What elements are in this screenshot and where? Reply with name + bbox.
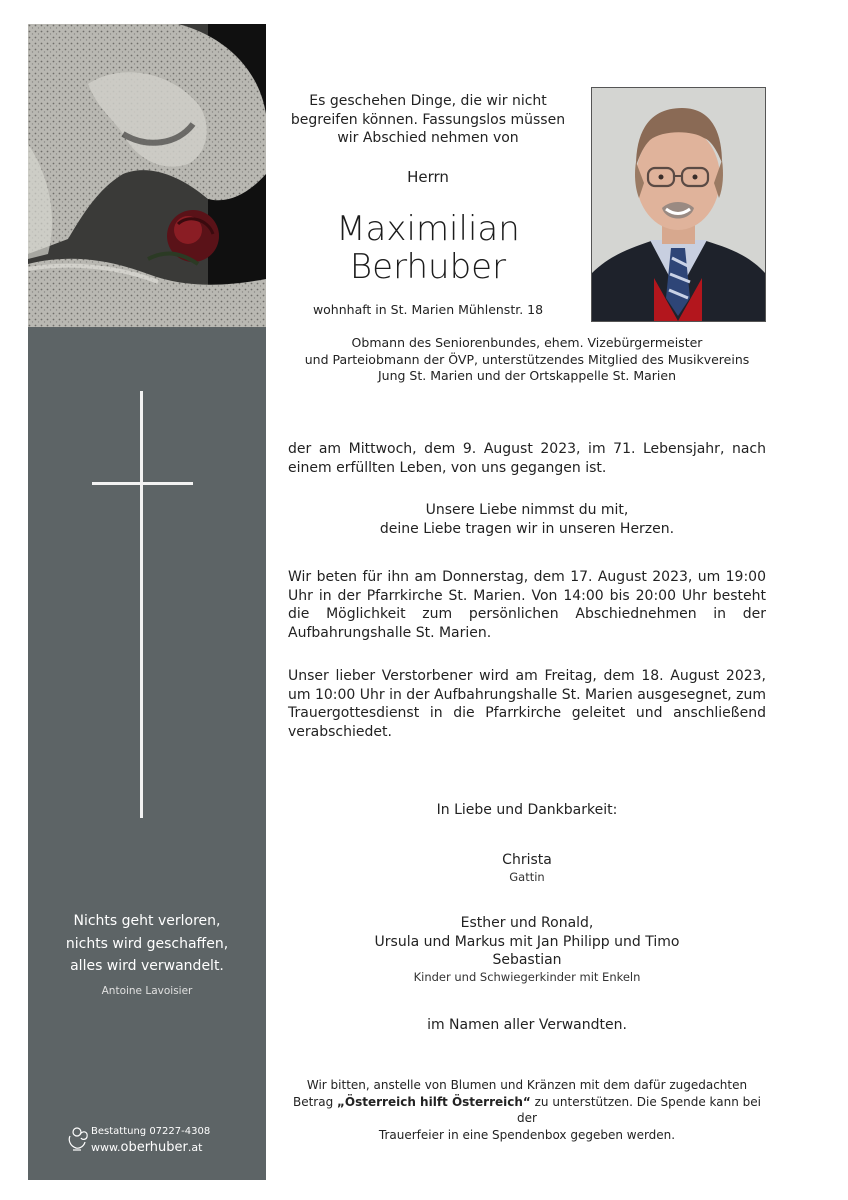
donation-text: Betrag [292,1094,338,1109]
residence: wohnhaft in St. Marien Mühlenstr. 18 [312,302,544,317]
roles-line: Obmann des Seniorenbundes, ehem. Vizebürgermeister [351,335,703,350]
donation-line [288,1094,766,1127]
mourner-group [288,851,766,885]
funeral-home-phone: Bestattung 07227-4308 [91,1126,211,1137]
mourner-group [288,914,766,985]
motto [288,501,766,539]
sidebar-quote [28,910,266,1002]
quote-line: alles wird verwandelt. [70,958,224,974]
motto-line: Unsere Liebe nimmst du mit, [425,502,629,518]
quote-author: Antoine Lavoisier [101,984,193,997]
donation-text: zu unterstützen. Die Spende kann bei der [517,1094,762,1125]
donation-line: Trauerfeier in eine Spendenbox gegeben werden. [378,1127,676,1142]
quote-line: nichts wird geschaffen, [65,935,229,952]
donation-note [288,1077,766,1143]
intro-text [288,92,568,148]
donation-charity-name: „Österreich hilft Österreich“ [337,1094,531,1109]
website-name: oberhuber [120,1140,188,1155]
website-prefix: www. [91,1141,121,1154]
family-line: im Namen aller Verwandten. [427,1017,627,1033]
intro-line: begreifen können. Fassungslos müssen [290,111,566,128]
cross-horizontal-bar [92,482,193,485]
intro-line: Es geschehen Dinge, die wir nicht [309,93,547,109]
first-name: Maximilian [336,209,520,249]
death-notice: der am Mittwoch, dem 9. August 2023, im 71. Lebensjahr, nach einem erfüllten Leben, von uns gegangen ist. [288,441,766,476]
angel-logo-icon [66,1124,90,1152]
mourner-name: Esther und Ronald, [460,915,594,931]
quote-line: Nichts geht verloren, [73,913,221,929]
last-name: Berhuber [349,247,507,287]
mourner-name: Ursula und Markus mit Jan Philipp und Timo [374,933,680,950]
website-suffix: .at [187,1141,203,1154]
roles-line: Jung St. Marien und der Ortskappelle St. Marien [377,368,677,383]
mourner-name: Sebastian [492,952,562,968]
funeral-home-website[interactable] [91,1140,210,1156]
roles-line: und Parteiobmann der ÖVP, unterstützendes Mitglied des Musikvereins [304,351,750,367]
roles-text [288,335,766,385]
deceased-name [288,210,568,286]
motto-line: deine Liebe tragen wir in unseren Herzen. [379,521,675,537]
angel-statue-image [28,24,266,327]
donation-line: Wir bitten, anstelle von Blumen und Kränzen mit dem dafür zugedachten [306,1078,748,1092]
blessing-notice: Unser lieber Verstorbener wird am Freitag, dem 18. August 2023, um 10:00 Uhr in der Aufbahrungshalle St. Marien ausgesegnet, zum Trauergottesdienst in die Pfarrkirche geleitet und anschließend verabschiedet. [288,668,766,740]
thanks-heading: In Liebe und Dankbarkeit: [436,802,618,818]
cross-vertical-bar [140,391,143,818]
mourner-name: Christa [502,852,552,868]
mourner-relation: Gattin [509,869,545,884]
mourner-relation: Kinder und Schwiegerkinder mit Enkeln [413,969,641,984]
intro-line: wir Abschied nehmen von [337,130,519,146]
prayer-notice: Wir beten für ihn am Donnerstag, dem 17. August 2023, um 19:00 Uhr in der Pfarrkirche St. Marien. Von 14:00 bis 20:00 Uhr besteht die Möglichkeit zum persönlichen Abschiednehmen in der Aufbahrungshalle St. Marien. [288,569,766,641]
salutation: Herrn [407,168,449,186]
portrait-photo [591,87,766,322]
